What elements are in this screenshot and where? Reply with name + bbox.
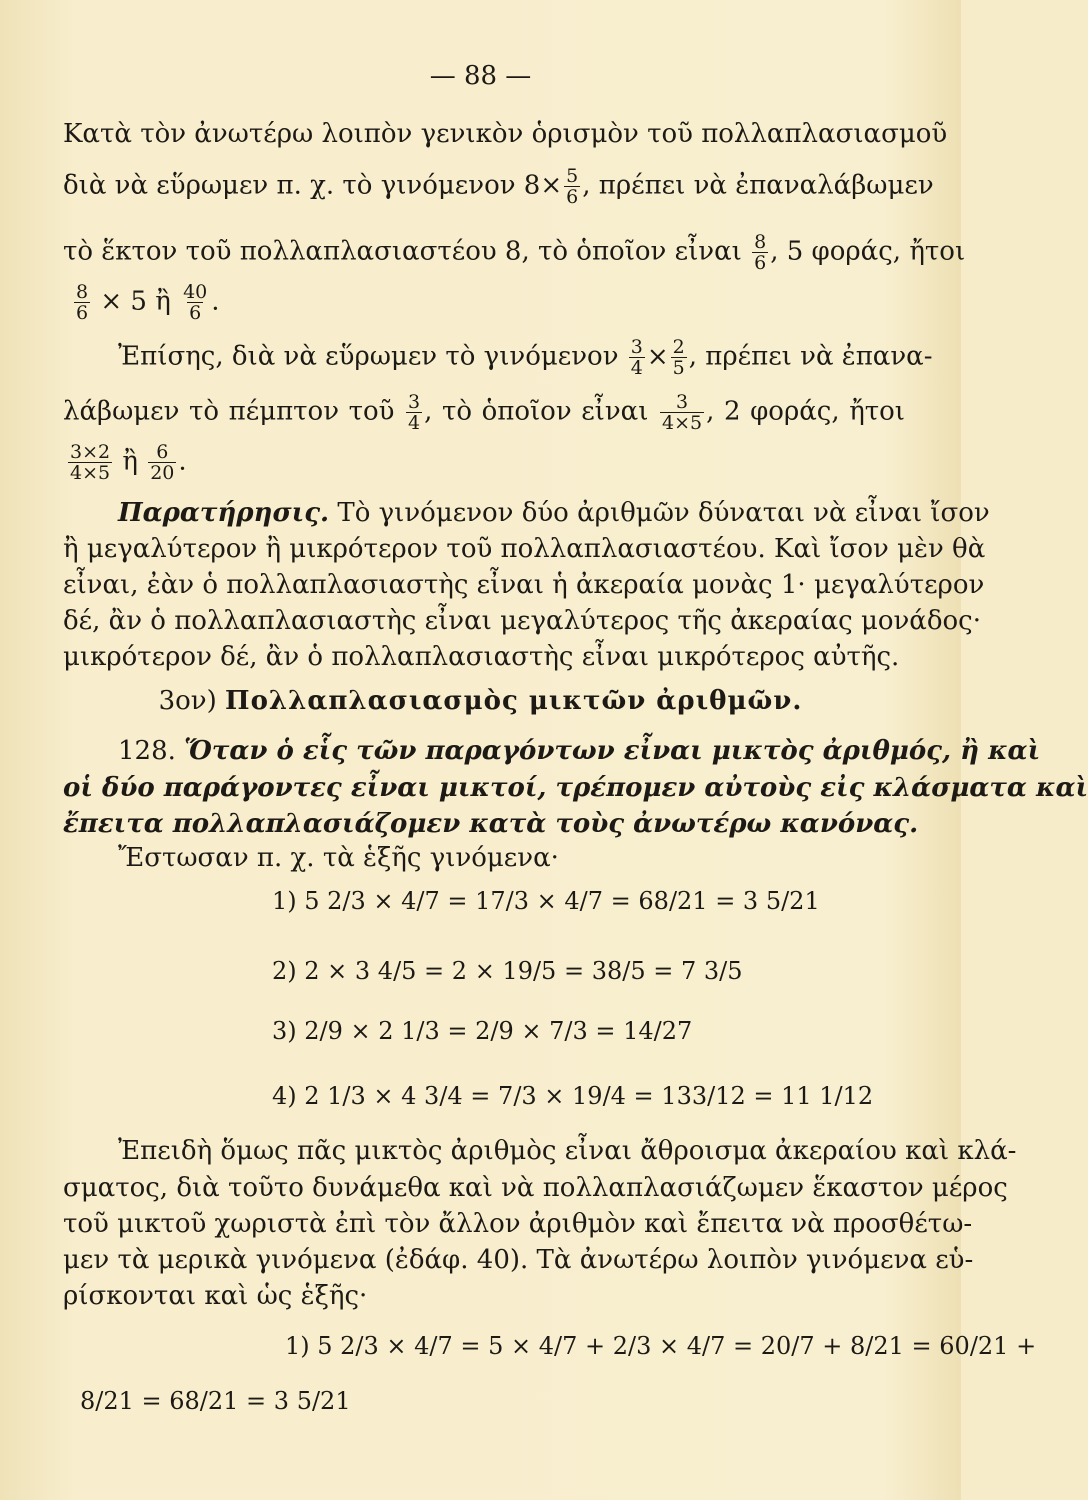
example-4: 4) 2 1/3 × 4 3/4 = 7/3 × 19/4 = 133/12 = 11 1/12 (272, 1082, 874, 1110)
final-example-line-1: 1) 5 2/3 × 4/7 = 5 × 4/7 + 2/3 × 4/7 = 20/7 + 8/21 = 60/21 + (285, 1332, 1037, 1360)
page-number: — 88 — (429, 61, 532, 91)
fraction: $\frac{2}{5}$ (672, 336, 685, 379)
fraction: $\frac{8}{6}$ (76, 281, 89, 324)
text-line: τοῦ μικτοῦ χωριστὰ ἐπὶ τὸν ἄλλον ἀριθμὸν καὶ ἔπειτα νὰ προσθέτω- (63, 1209, 973, 1239)
example-1: 1) 5 2/3 × 4/7 = 17/3 × 4/7 = 68/21 = 3 5/21 (272, 887, 820, 915)
text-line: Παρατήρησις. Τὸ γινόμενον δύο ἀριθμῶν δύναται νὰ εἶναι ἴσον (118, 498, 990, 528)
text-line: ἢ μεγαλύτερον ἢ μικρότερον τοῦ πολλαπλασιαστέου. Καὶ ἴσον μὲν θὰ (63, 534, 986, 564)
text-line: $\frac{8}{6}$ × 5 ἢ $\frac{40}{6}$ . (76, 281, 220, 324)
fraction: $\frac{3}{4}$ (630, 336, 643, 379)
text-line: λάβωμεν τὸ πέμπτον τοῦ $\frac{3}{4}$ , τὸ ὁποῖον εἶναι $\frac{3}{4\times 5}$ , 2 φοράς, ἤτοι (63, 391, 905, 434)
text-line: Ἐπειδὴ ὅμως πᾶς μικτὸς ἀριθμὸς εἶναι ἄθροισμα ἀκεραίου καὶ κλά- (118, 1136, 1017, 1166)
fraction: $\frac{3\times 2}{4\times 5}$ (70, 441, 111, 484)
section-heading: 3ον) Πολλαπλασιασμὸς μικτῶν ἀριθμῶν. (158, 686, 803, 716)
text-line: μεν τὰ μερικὰ γινόμενα (ἐδάφ. 40). Τὰ ἀνωτέρω λοιπὸν γινόμενα εὑ- (63, 1245, 974, 1275)
example-3: 3) 2/9 × 2 1/3 = 2/9 × 7/3 = 14/27 (272, 1017, 693, 1045)
text-line: $\frac{3\times 2}{4\times 5}$ ἢ $\frac{6}{20}$ . (70, 441, 187, 484)
text-line: τὸ ἕκτον τοῦ πολλαπλασιαστέου 8, τὸ ὁποῖον εἶναι $\frac{8}{6}$ , 5 φοράς, ἤτοι (63, 231, 966, 274)
fraction: $\frac{8}{6}$ (754, 231, 767, 274)
text-line: Ἐπίσης, διὰ νὰ εὕρωμεν τὸ γινόμενον $\frac{3}{4}$ × $\frac{2}{5}$ , πρέπει νὰ ἐπανα- (118, 336, 933, 379)
text-line: 128. Ὅταν ὁ εἷς τῶν παραγόντων εἶναι μικτὸς ἀριθμός, ἢ καὶ (118, 736, 1041, 766)
fraction: $\frac{3}{4}$ (408, 391, 421, 434)
text-line: μικρότερον δέ, ἂν ὁ πολλαπλασιαστὴς εἶναι μικρότερος αὐτῆς. (63, 642, 900, 672)
final-example-line-2: 8/21 = 68/21 = 3 5/21 (80, 1387, 351, 1415)
text-line: οἱ δύο παράγοντες εἶναι μικτοί, τρέπομεν αὐτοὺς εἰς κλάσματα καὶ (63, 773, 1088, 803)
fraction: $\frac{40}{6}$ (183, 281, 208, 324)
fraction: $\frac{5}{6}$ (566, 165, 579, 208)
remark-title: Παρατήρησις. (118, 498, 330, 528)
text-line: σματος, διὰ τοῦτο δυνάμεθα καὶ νὰ πολλαπλασιάζωμεν ἕκαστον μέρος (63, 1173, 1008, 1203)
fraction: $\frac{3}{4\times 5}$ (662, 391, 703, 434)
text-line: Ἔστωσαν π. χ. τὰ ἑξῆς γινόμενα· (118, 843, 559, 873)
text-line: διὰ νὰ εὕρωμεν π. χ. τὸ γινόμενον 8× $\frac{5}{6}$ , πρέπει νὰ ἐπαναλάβωμεν (63, 165, 934, 208)
text-line: εἶναι, ἐὰν ὁ πολλαπλασιαστὴς εἶναι ἡ ἀκεραία μονὰς 1· μεγαλύτερον (63, 570, 985, 600)
text-line: ρίσκονται καὶ ὡς ἑξῆς· (63, 1281, 368, 1311)
text-line: ἔπειτα πολλαπλασιάζομεν κατὰ τοὺς ἀνωτέρω κανόνας. (63, 809, 919, 839)
example-2: 2) 2 × 3 4/5 = 2 × 19/5 = 38/5 = 7 3/5 (272, 957, 743, 985)
text-line: δέ, ἂν ὁ πολλαπλασιαστὴς εἶναι μεγαλύτερος τῆς ἀκεραίας μονάδος· (63, 606, 981, 636)
fraction: $\frac{6}{20}$ (150, 441, 175, 484)
text-line: Κατὰ τὸν ἀνωτέρω λοιπὸν γενικὸν ὁρισμὸν τοῦ πολλαπλασιασμοῦ (63, 119, 948, 149)
